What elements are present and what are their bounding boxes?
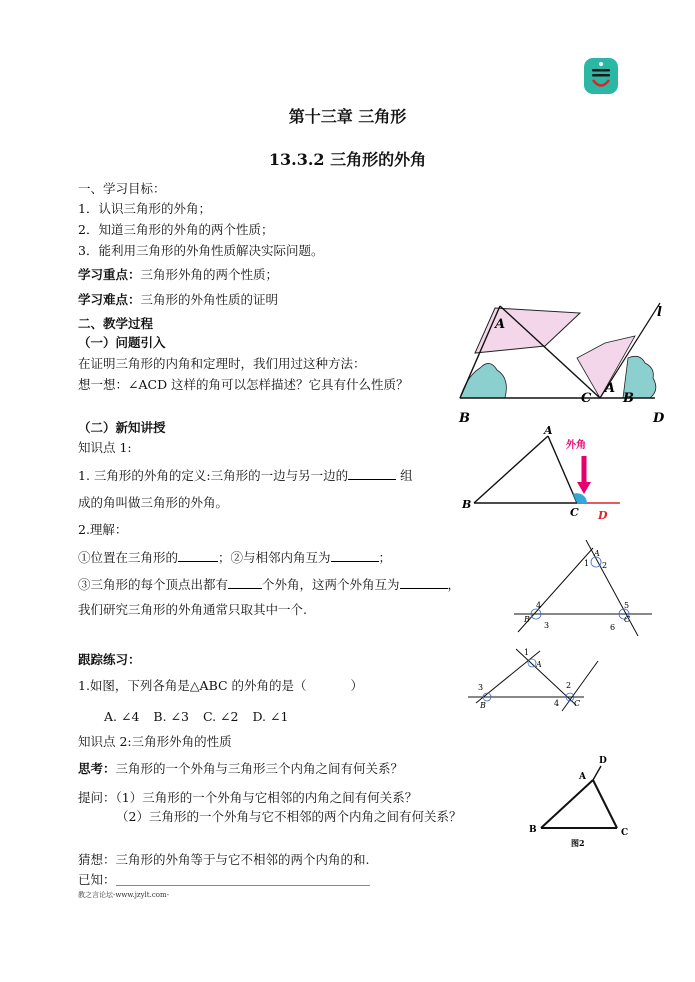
- objective-item: 2．知道三角形的外角的两个性质；: [78, 222, 274, 237]
- svg-text:A: A: [605, 381, 616, 396]
- svg-text:5: 5: [624, 601, 630, 610]
- part1-title: （一）问题引入: [78, 335, 166, 350]
- svg-text:图2: 图2: [571, 838, 585, 848]
- brand-logo: [584, 58, 618, 94]
- known-underline: [116, 885, 370, 886]
- svg-text:C: C: [621, 828, 629, 838]
- difficulty-text: 三角形的外角性质的证明: [140, 292, 279, 307]
- fill-blank[interactable]: [400, 576, 448, 589]
- svg-text:D: D: [653, 411, 665, 426]
- svg-text:B: B: [462, 498, 472, 511]
- brand-logo-icon: [584, 58, 618, 94]
- svg-text:D: D: [599, 756, 607, 766]
- option-c[interactable]: C. ∠2: [202, 709, 239, 724]
- svg-text:B: B: [623, 391, 634, 406]
- understand-title: 2.理解：: [78, 522, 128, 537]
- ask-label: 提问：: [78, 790, 116, 805]
- svg-text:3: 3: [544, 621, 550, 630]
- figure-torn-triangle: [455, 298, 670, 428]
- understand-item-1: ①位置在三角形的 ；②与相邻内角互为 ；: [78, 550, 392, 565]
- understand-item-2: ③三角形的每个顶点出都有 个外角，这两个外角互为 ，: [78, 577, 461, 592]
- ask-line-2: （2）三角形的一个外角与它不相邻的两个内角之间有何关系？: [116, 809, 462, 824]
- understand-item-3: 我们研究三角形的外角通常只取其中一个.: [78, 602, 307, 617]
- figure-2: [525, 752, 635, 852]
- svg-text:1: 1: [524, 648, 530, 657]
- svg-text:l: l: [657, 305, 662, 320]
- ask-line-1: 提问：（1）三角形的一个外角与它相邻的内角之间有何关系？: [78, 790, 418, 805]
- exterior-angle-mark: [573, 493, 587, 503]
- svg-text:C: C: [574, 699, 581, 708]
- svg-text:B: B: [459, 411, 470, 426]
- difficulty-label: 学习难点：: [78, 292, 141, 307]
- svg-text:B: B: [524, 615, 530, 624]
- svg-text:A: A: [495, 317, 506, 332]
- practice-question: 1.如图，下列各角是△ABC 的外角的是（ ）: [78, 678, 364, 693]
- svg-text:A: A: [579, 772, 586, 782]
- svg-text:C: C: [581, 391, 592, 406]
- svg-text:A: A: [536, 660, 542, 669]
- difficulty: [78, 292, 278, 308]
- guess-line: 猜想：三角形的外角等于与它不相邻的两个内角的和.: [78, 852, 370, 867]
- part1-question: 想一想：∠ACD 这样的角可以怎样描述？它具有什么性质？: [78, 377, 409, 392]
- chapter-title: 第十三章 三角形: [288, 107, 407, 126]
- svg-text:4: 4: [554, 699, 560, 708]
- svg-text:C: C: [570, 506, 579, 519]
- figure-six-angles: [510, 538, 660, 638]
- process-title: 二、教学过程: [78, 316, 154, 331]
- svg-text:外角: 外角: [566, 440, 586, 451]
- svg-text:C: C: [624, 615, 631, 624]
- definition-line: 1. 三角形的外角的定义:三角形的一边与另一边的 组: [78, 468, 413, 483]
- svg-text:D: D: [598, 509, 608, 522]
- knowledge-point-2: 知识点 2:三角形外角的性质: [78, 734, 232, 749]
- svg-text:B: B: [480, 701, 486, 710]
- practice-title: 跟踪练习：: [78, 652, 141, 667]
- fill-blank[interactable]: [331, 549, 379, 562]
- svg-text:A: A: [594, 549, 600, 558]
- option-d[interactable]: D. ∠1: [252, 709, 289, 724]
- footer-text: 教之言论坛-www.jzylt.com-: [78, 891, 169, 899]
- fill-blank[interactable]: [228, 576, 262, 589]
- key-point-label: 学习重点：: [78, 267, 141, 282]
- svg-text:2: 2: [602, 561, 608, 570]
- part2-title: （二）新知讲授: [78, 420, 166, 435]
- section-title: 13.3.2 三角形的外角: [268, 150, 427, 169]
- option-b[interactable]: B. ∠3: [153, 709, 189, 724]
- svg-text:A: A: [544, 424, 553, 437]
- svg-text:B: B: [529, 825, 537, 835]
- part1-line: 在证明三角形的内角和定理时，我们用过这种方法：: [78, 356, 366, 371]
- svg-text:3: 3: [478, 683, 484, 692]
- objectives-title: 一、学习目标：: [78, 181, 166, 196]
- known-label: 已知：: [78, 872, 116, 887]
- objective-item: 3．能利用三角形的外角性质解决实际问题。: [78, 243, 324, 258]
- option-a[interactable]: A. ∠4: [104, 709, 140, 724]
- knowledge-point-1: 知识点 1:: [78, 440, 132, 455]
- figure-practice: [466, 645, 606, 715]
- svg-text:4: 4: [536, 601, 542, 610]
- figure-exterior-angle: [460, 424, 625, 524]
- definition-line-2: 成的角叫做三角形的外角。: [78, 495, 229, 510]
- fill-blank[interactable]: [348, 467, 396, 480]
- key-point-text: 三角形外角的两个性质；: [140, 267, 279, 282]
- svg-text:1: 1: [584, 559, 590, 568]
- svg-text:2: 2: [566, 681, 572, 690]
- key-point: [78, 267, 278, 283]
- objective-item: 1．认识三角形的外角；: [78, 201, 211, 216]
- practice-options: [104, 709, 288, 725]
- think-text: 三角形的一个外角与三角形三个内角之间有何关系？: [115, 761, 404, 776]
- think-label: 思考：: [78, 761, 116, 776]
- fill-blank[interactable]: [178, 549, 218, 562]
- svg-text:6: 6: [610, 623, 616, 632]
- think-line: [78, 761, 403, 777]
